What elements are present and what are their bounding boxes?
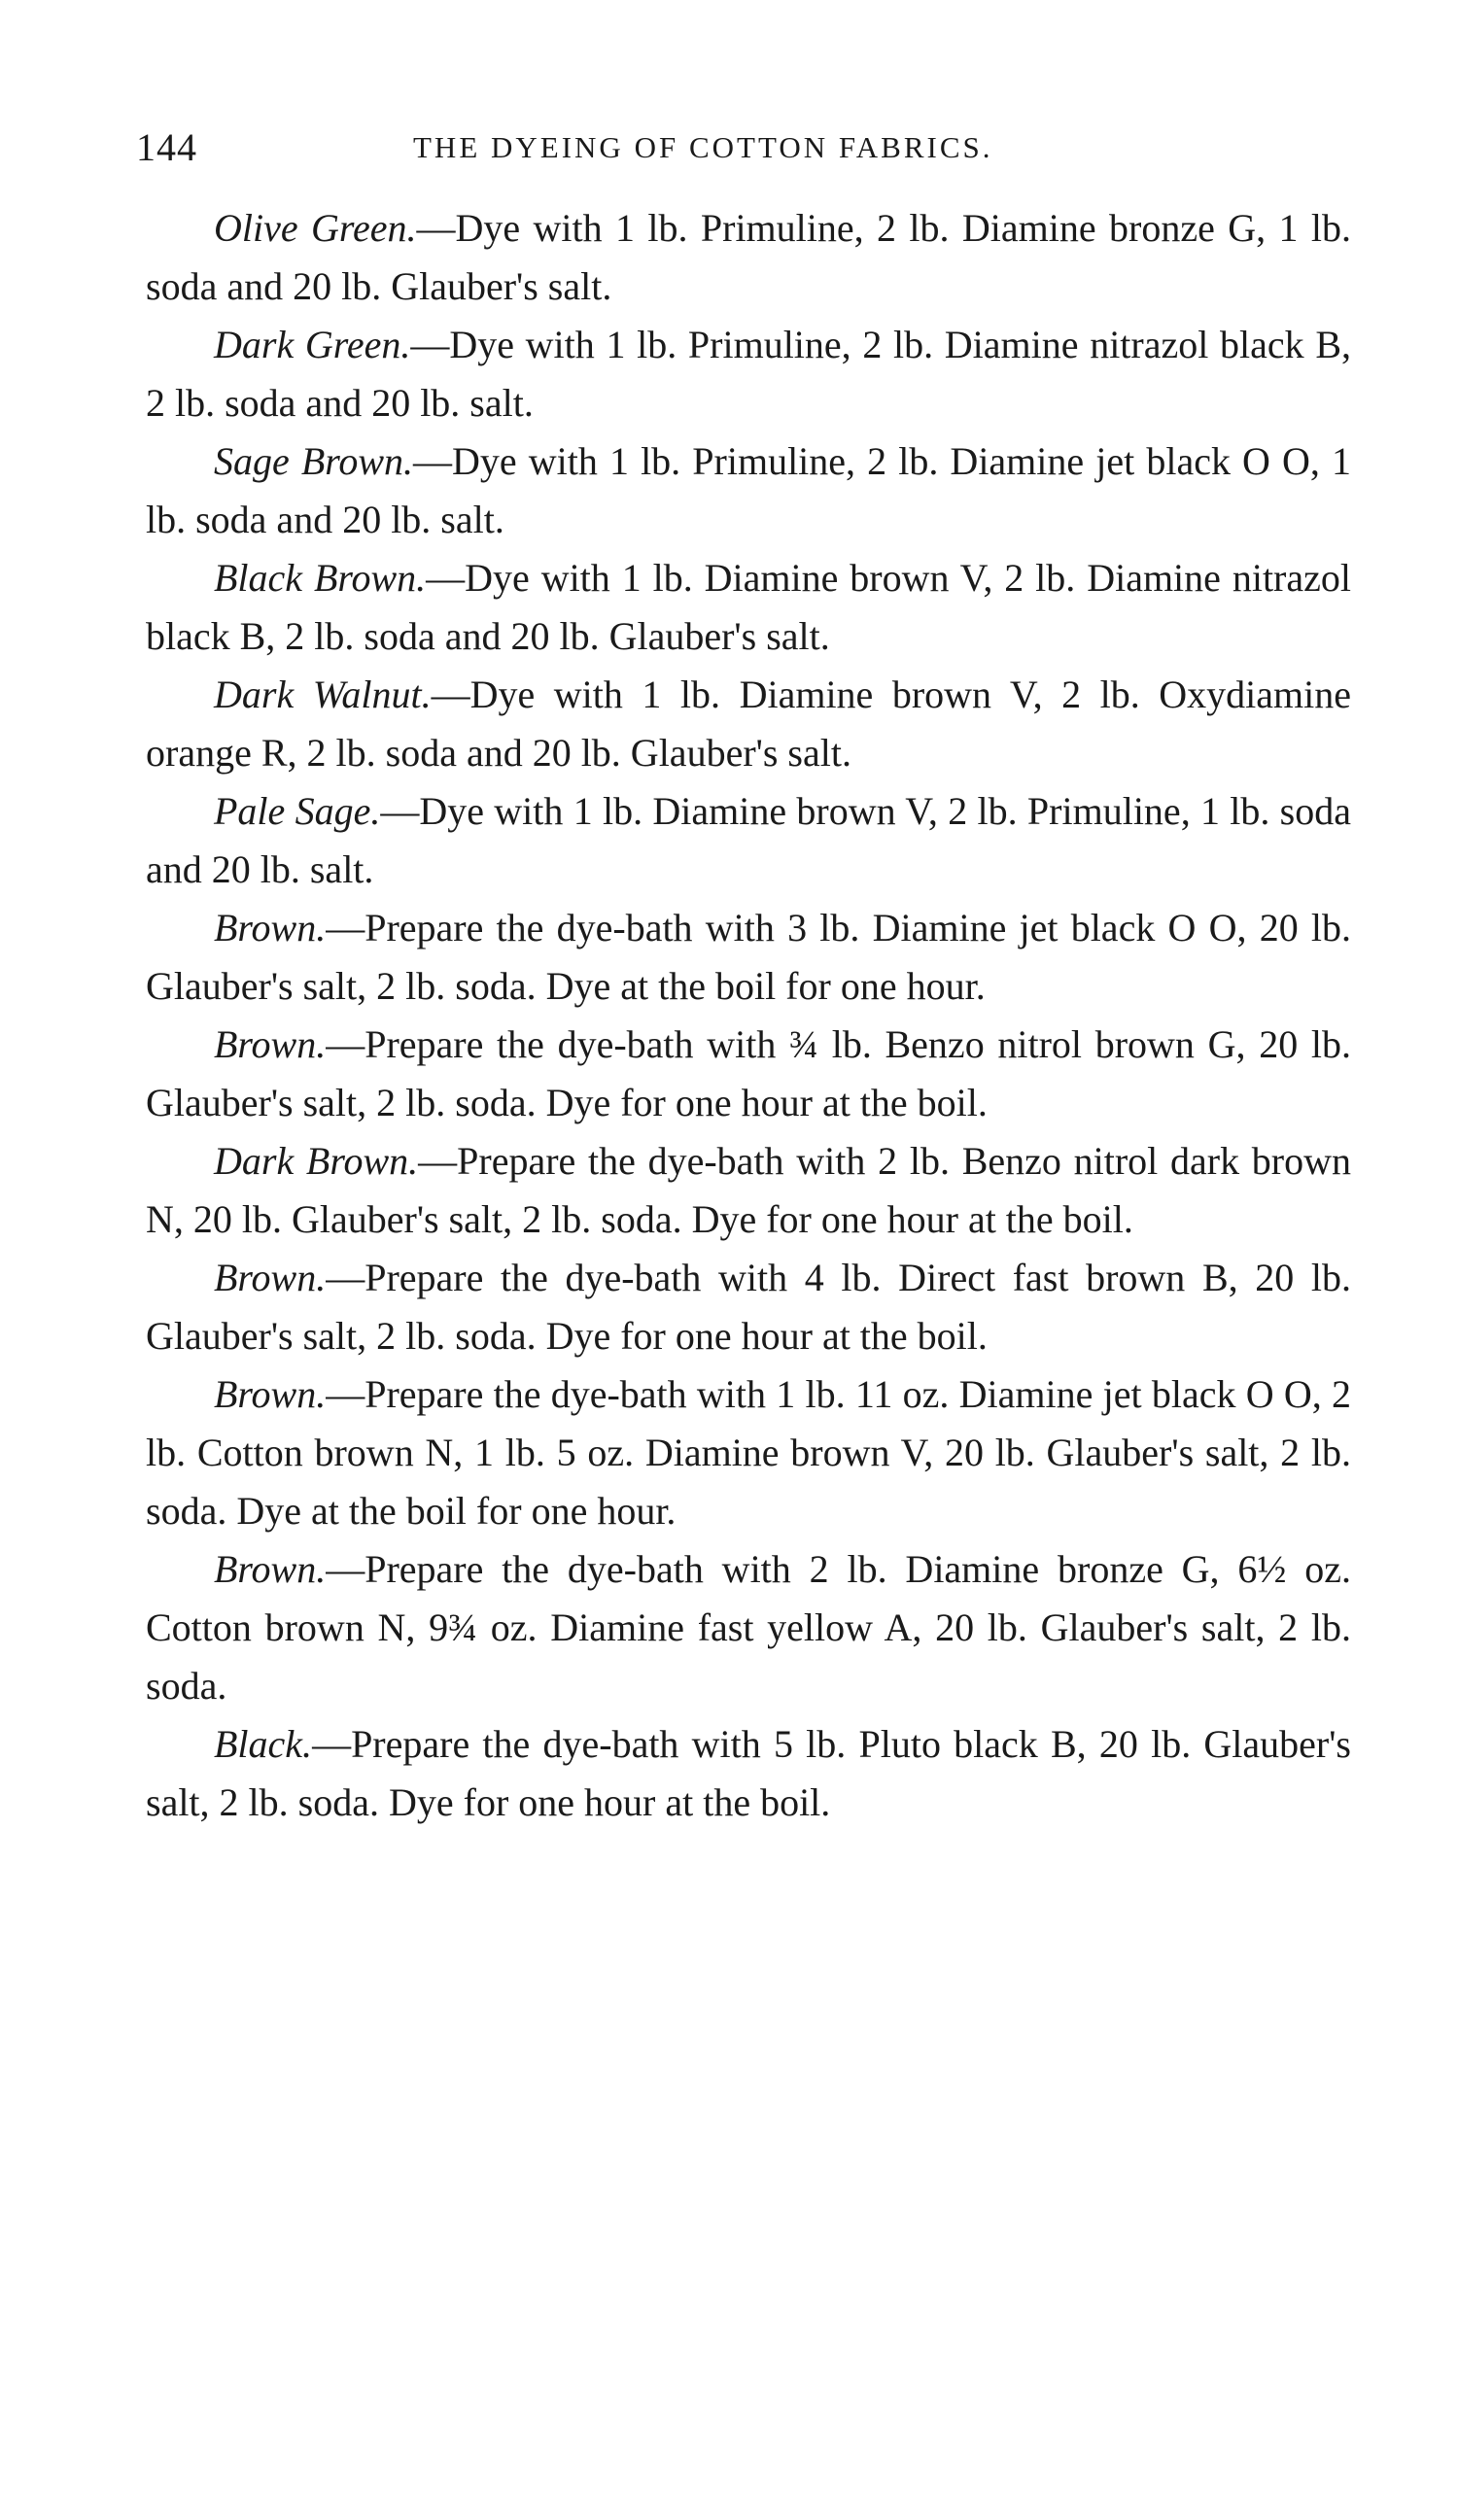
recipe-text: —Dye with 1 lb. Primuline, 2 lb. Diamine jet black O O, 1 lb. soda and 20 lb. salt. (146, 439, 1351, 541)
recipe-text: —Prepare the dye-bath with 5 lb. Pluto black B, 20 lb. Glauber's salt, 2 lb. soda. Dye for one hour at the boil. (146, 1722, 1351, 1824)
recipe-paragraph (146, 1365, 1351, 1540)
recipe-heading: Dark Walnut. (214, 673, 432, 716)
recipe-text: —Dye with 1 lb. Primuline, 2 lb. Diamine nitrazol black B, 2 lb. soda and 20 lb. salt. (146, 323, 1351, 425)
recipe-paragraph (146, 1016, 1351, 1132)
recipe-paragraph (146, 432, 1351, 549)
recipe-text: —Prepare the dye-bath with 2 lb. Benzo nitrol dark brown N, 20 lb. Glauber's salt, 2 lb. soda. Dye for one hour at the boil. (146, 1139, 1352, 1241)
recipe-paragraph (146, 316, 1351, 432)
recipe-heading: Brown. (214, 1022, 327, 1066)
recipe-text: —Prepare the dye-bath with ¾ lb. Benzo nitrol brown G, 20 lb. Glauber's salt, 2 lb. soda. Dye for one hour at the boil. (146, 1022, 1351, 1124)
recipe-paragraph (146, 1540, 1351, 1715)
recipe-text: —Prepare the dye-bath with 4 lb. Direct fast brown B, 20 lb. Glauber's salt, 2 lb. soda. Dye for one hour at the boil. (146, 1256, 1351, 1358)
recipe-heading: Olive Green. (214, 206, 417, 250)
recipe-heading: Dark Brown. (214, 1139, 419, 1183)
recipe-paragraph (146, 782, 1351, 899)
recipe-paragraph (146, 666, 1351, 782)
recipe-text: —Prepare the dye-bath with 3 lb. Diamine jet black O O, 20 lb. Glauber's salt, 2 lb. soda. Dye at the boil for one hour. (146, 906, 1351, 1008)
running-title: THE DYEING OF COTTON FABRICS. (413, 130, 993, 164)
recipe-heading: Dark Green. (214, 323, 411, 366)
recipe-heading: Black. (214, 1722, 313, 1766)
recipe-heading: Sage Brown. (214, 439, 414, 483)
recipe-heading: Brown. (214, 1547, 327, 1591)
page-header (136, 124, 1361, 173)
page-number: 144 (136, 125, 197, 169)
recipe-text: —Dye with 1 lb. Diamine brown V, 2 lb. Diamine nitrazol black B, 2 lb. soda and 20 lb. Glauber's salt. (146, 556, 1351, 658)
recipe-text: —Prepare the dye-bath with 1 lb. 11 oz. Diamine jet black O O, 2 lb. Cotton brown N, 1 lb. 5 oz. Diamine brown V, 20 lb. Glauber's salt, 2 lb. soda. Dye at the boil for one hour. (146, 1372, 1351, 1533)
body-text (146, 199, 1351, 1832)
recipe-paragraph (146, 1715, 1351, 1832)
recipe-heading: Black Brown. (214, 556, 427, 600)
recipe-heading: Brown. (214, 1372, 327, 1416)
recipe-text: —Dye with 1 lb. Diamine brown V, 2 lb. Oxydiamine orange R, 2 lb. soda and 20 lb. Glauber's salt. (146, 673, 1351, 775)
recipe-paragraph (146, 899, 1351, 1016)
recipe-heading: Pale Sage. (214, 789, 381, 833)
recipe-heading: Brown. (214, 1256, 327, 1299)
recipe-paragraph (146, 199, 1351, 316)
recipe-heading: Brown. (214, 906, 327, 949)
recipe-text: —Dye with 1 lb. Primuline, 2 lb. Diamine bronze G, 1 lb. soda and 20 lb. Glauber's salt. (146, 206, 1351, 308)
recipe-paragraph (146, 1132, 1351, 1249)
recipe-text: —Dye with 1 lb. Diamine brown V, 2 lb. Primuline, 1 lb. soda and 20 lb. salt. (146, 789, 1352, 891)
recipe-paragraph (146, 1249, 1351, 1365)
recipe-paragraph (146, 549, 1351, 666)
recipe-text: —Prepare the dye-bath with 2 lb. Diamine bronze G, 6½ oz. Cotton brown N, 9¾ oz. Diamine fast yellow A, 20 lb. Glauber's salt, 2 lb. soda. (146, 1547, 1351, 1708)
